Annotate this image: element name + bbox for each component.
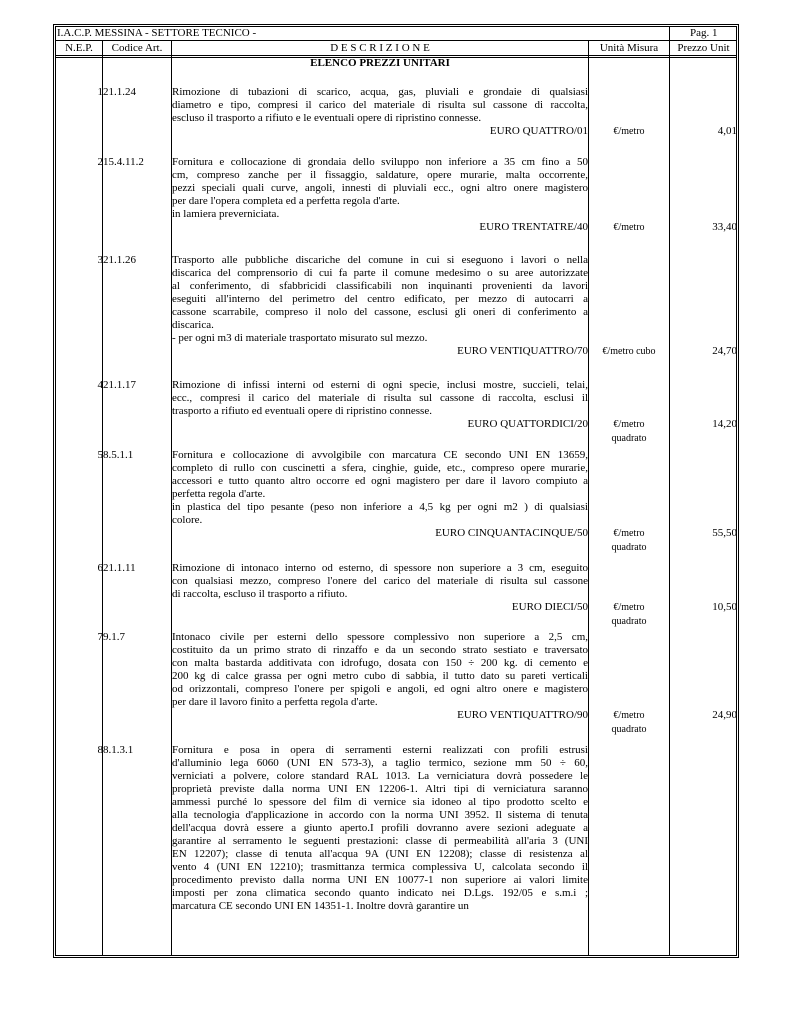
col-header-description: D E S C R I Z I O N E [330,42,430,54]
description-line: Intonaco civile per esterni dello spessore complessivo non superiore a 2,5 cm, [172,631,588,643]
description-line: EN 12207); classe di tenuta all'acqua 9A (UNI EN 12208); classe di resistenza al [172,848,588,860]
header-divider-1 [55,40,737,41]
item-code: 9.1.7 [103,631,125,643]
item-unit: €/metro [613,710,645,721]
item-price: 4,01 [717,125,737,137]
item-price-in-words: EURO CINQUANTACINQUE/50 [435,527,588,539]
description-line: alla tecnologia d'applicazione in accordo con la norma UNI 3952. Il sistema di tenuta [172,809,588,821]
description-line: Fornitura e posa in opera di serramenti esterni realizzati con profili estrusi [172,744,588,756]
description-line: dell'acqua dovrà essere a giunto aperto.I profili dovranno avere sezioni adeguate a [172,822,588,834]
item-number: 4 [97,379,103,391]
description-line: Fornitura e collocazione di avvolgibile con marcatura CE secondo UNI EN 13659, [172,449,588,461]
item-description [172,744,588,913]
description-line: imposti per zona climatica secondo quanto indicato nei D.Lgs. 192/05 e s.m.i ; [172,887,588,899]
description-line: con malta bastarda additivata con idrofugo, dosata con 150 ÷ 200 kg. di cemento e [172,657,588,669]
description-line: 200 kg di calce grassa per ogni metro cubo di sabbia, il tutto dato su pareti verticali [172,670,588,682]
item-unit: €/metro [613,222,645,233]
description-line: per dare l'opera completa ed a perfetta regola d'arte. [172,195,400,207]
description-line: od orizzontali, compreso l'onere per spigoli e angoli, ed ogni altro onere e magistero [172,683,588,695]
description-line: Trasporto alle pubbliche discariche del comune in cui si eseguono i lavori o nella [172,254,588,266]
item-number: 6 [97,562,103,574]
item-number: 7 [97,631,103,643]
description-line: accessori e tutto quanto altro occorre ed ogni magistero per dare il lavoro compiuto a [172,475,588,487]
item-description [172,379,588,418]
item-number: 8 [97,744,103,756]
item-unit-second-line: quadrato [611,724,647,735]
description-line: - per ogni m3 di materiale trasportato misurato sul mezzo. [172,332,428,344]
description-line: ecc., compresi il carico del materiale di risulta sul cassone di raccolta, esclusi il [172,392,588,404]
item-price-in-words: EURO VENTIQUATTRO/90 [457,709,588,721]
page-number: Pag. 1 [690,27,718,39]
item-code: 8.5.1.1 [103,449,134,461]
item-price-in-words: EURO QUATTRO/01 [489,125,588,137]
col-divider-unit [669,41,670,956]
item-code: 8.1.3.1 [103,744,134,756]
description-line: discarica del comprensorio di cui fa parte il comune medesimo o su aree autorizzate [172,267,588,279]
item-price: 14,20 [712,418,737,430]
description-line: vento 4 (UNI EN 12210); trasmittanza termica complessiva U, calcolata secondo il [172,861,588,873]
org-title: I.A.C.P. MESSINA - SETTORE TECNICO - [57,27,257,39]
col-divider-nep [102,41,103,956]
item-number: 1 [97,86,103,98]
item-price: 10,50 [712,601,737,613]
item-description [172,562,588,601]
item-unit: €/metro cubo [602,346,656,357]
item-price-in-words: EURO DIECI/50 [511,601,588,613]
description-line: proprietà previste dalla norma UNI EN 12206-1. Altri tipi di verniciatura saranno [172,783,588,795]
item-unit: €/metro [613,602,645,613]
description-line: Rimozione di intonaco interno od esterno, di spessore non superiore a 3 cm, eseguito [172,562,588,574]
item-price-in-words: EURO QUATTORDICI/20 [467,418,588,430]
description-line: garantire al serramento le seguenti prestazioni: classe di permeabilità all'aria 3 (UNI [172,835,588,847]
description-line: in plastica del tipo pesante (peso non inferiore a 4,5 kg per ogni m2 ) di qualsiasi [172,501,588,513]
item-unit: €/metro [613,528,645,539]
col-header-nep: N.E.P. [65,42,93,54]
description-line: al conferimento, di sfabbricidi classificabili non inquinanti provenienti da lavori [172,280,588,292]
description-line: diametro e tipo, compresi il carico del materiale di risulta sul cassone di raccolta, [172,99,588,111]
description-line: colore. [172,514,203,526]
item-unit-second-line: quadrato [611,542,647,553]
item-code: 21.1.26 [103,254,136,266]
item-unit: €/metro [613,419,645,430]
description-line: discarica. [172,319,214,331]
item-unit: €/metro [613,126,645,137]
item-description [172,631,588,709]
section-title: ELENCO PREZZI UNITARI [310,57,450,69]
col-divider-desc [588,41,589,956]
description-line: costituito da un primo strato di rinzaffo e da un secondo strato sestiato e traversato [172,644,588,656]
description-line: di raccolta, escluso il trasporto a rifiuto. [172,588,348,600]
item-price-in-words: EURO VENTIQUATTRO/70 [457,345,588,357]
item-code: 21.1.11 [103,562,136,574]
item-code: 21.1.17 [103,379,136,391]
description-line: ammessi purché lo spessore del film di vernice sia idoneo al tipo prodotto scelto e [172,796,588,808]
description-line: cassone scarrabile, compreso il nolo del cassone, esclusi gli oneri di conferimento a [172,306,588,318]
description-line: Rimozione di tubazioni di scarico, acqua, gas, pluviali e grondaie di qualsiasi [172,86,588,98]
description-line: d'alluminio lega 6060 (UNI EN 573-3), a taglio termico, sezione mm 50 ÷ 60, [172,757,588,769]
description-line: pezzi speciali quali curve, angoli, innesti di pluviali ecc., ogni altro onere magistero [172,182,588,194]
item-price: 33,40 [712,221,737,233]
description-line: cm, compreso zanche per il fissaggio, saldature, opere murarie, malta occorrente, [172,169,588,181]
item-number: 2 [97,156,103,168]
description-line: perfetta regola d'arte. [172,488,266,500]
description-line: procedimento previsto dalla norma UNI EN 10077-1 non superiore ai valori limite [172,874,588,886]
item-price: 24,90 [712,709,737,721]
page-col-divider [669,26,670,41]
description-line: in lamiera preverniciata. [172,208,280,220]
description-line: Rimozione di infissi interni od esterni di ogni specie, inclusi mostre, succieli, telai, [172,379,588,391]
description-line: eseguiti all'interno del perimetro del centro edificato, per mezzo di autocarri a [172,293,588,305]
col-header-price: Prezzo Unit [677,42,730,54]
item-description [172,86,588,125]
item-description [172,156,588,221]
description-line: verniciati a polvere, colore standard RAL 1013. La verniciatura dovrà possedere le [172,770,588,782]
description-line: marcatura CE secondo UNI EN 14351-1. Inoltre dovrà garantire un [172,900,469,912]
item-unit-second-line: quadrato [611,433,647,444]
item-description [172,254,588,345]
description-line: trasporto a rifiuto ed eventuali opere di ripristino connesse. [172,405,432,417]
description-line: Fornitura e collocazione di grondaia dello sviluppo non inferiore a 35 cm fino a 50 [172,156,588,168]
item-price-in-words: EURO TRENTATRE/40 [479,221,588,233]
item-number: 5 [97,449,103,461]
item-description [172,449,588,527]
description-line: completo di rullo con cuscinetti a sfera, cinghie, guide, etc., compreso opere murarie, [172,462,588,474]
description-line: per dare il lavoro finito a perfetta regola d'arte. [172,696,378,708]
description-line: con qualsiasi mezzo, compreso l'onere del carico del materiale di risulta sul cassone [172,575,588,587]
col-header-code: Codice Art. [111,42,163,54]
item-code: 15.4.11.2 [103,156,144,168]
header-divider-2 [55,55,737,56]
col-header-unit: Unità Misura [599,42,659,54]
item-unit-second-line: quadrato [611,616,647,627]
description-line: escluso il trasporto a rifiuto e le eventuali opere di ripristino connesse. [172,112,482,124]
item-number: 3 [97,254,103,266]
item-code: 21.1.24 [103,86,136,98]
item-price: 24,70 [712,345,737,357]
item-price: 55,50 [712,527,737,539]
